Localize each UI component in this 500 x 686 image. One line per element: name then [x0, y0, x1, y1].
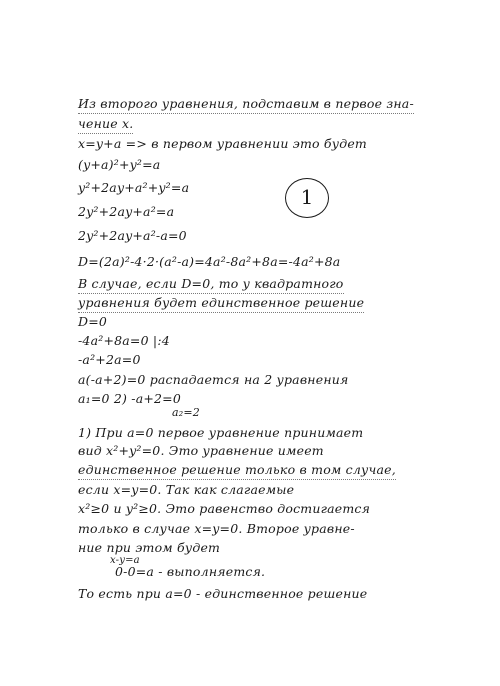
text-line: вид x²+y²=0. Это уравнение имеет: [78, 443, 324, 458]
text-line: ние при этом будет: [78, 540, 221, 555]
text-line: 0-0=a - выполняется.: [115, 564, 266, 579]
text-line: a₂=2: [172, 406, 200, 419]
text-line: y²+2ay+a²+y²=a: [78, 180, 190, 195]
circled-number-text: 1: [300, 185, 314, 209]
text-line: D=0: [78, 314, 108, 329]
text-line: (y+a)²+y²=a: [78, 157, 161, 172]
text-line: 2y²+2ay+a²-a=0: [78, 228, 187, 243]
text-line: чение x.: [78, 116, 133, 134]
text-line: если x=y=0. Так как слагаемые: [78, 482, 295, 497]
text-line: 1) При a=0 первое уравнение принимает: [78, 425, 364, 440]
text-line: В случае, если D=0, то у квадратного: [78, 276, 344, 294]
text-line: a(-a+2)=0 распадается на 2 уравнения: [78, 372, 349, 387]
text-line: -4a²+8a=0 |:4: [78, 333, 170, 348]
text-line: D=(2a)²-4·2·(a²-a)=4a²-8a²+8a=-4a²+8a: [78, 254, 341, 269]
text-line: уравнения будет единственное решение: [78, 295, 364, 313]
circled-number: [285, 178, 329, 218]
text-line: -a²+2a=0: [78, 352, 141, 367]
text-line: a₁=0 2) -a+2=0: [78, 391, 181, 406]
text-line: только в случае x=y=0. Второе уравне-: [78, 521, 355, 536]
text-line: То есть при a=0 - единственное решение: [78, 586, 368, 601]
text-line: x²≥0 и y²≥0. Это равенство достигается: [78, 501, 371, 516]
text-line: Из второго уравнения, подставим в первое зна-: [78, 96, 414, 114]
text-line: x-y=a: [110, 555, 140, 566]
text-line: x=y+a => в первом уравнении это будет: [78, 136, 367, 151]
text-line: 2y²+2ay+a²=a: [78, 204, 175, 219]
text-line: единственное решение только в том случае,: [78, 462, 396, 480]
